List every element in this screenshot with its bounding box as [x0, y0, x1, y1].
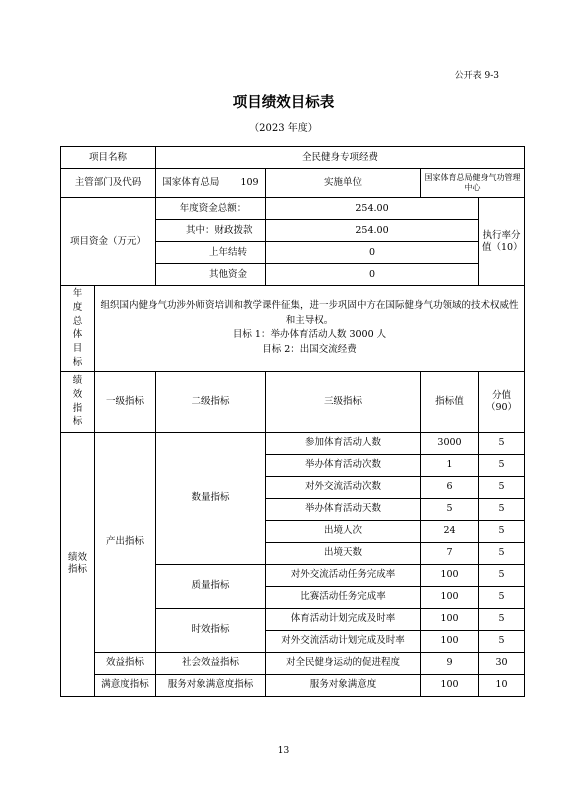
- impl-unit: 国家体育总局健身气功管理中心: [421, 169, 525, 198]
- indicator-name: 参加体育活动人数: [266, 432, 421, 454]
- annual-goal-line: 目标 1：举办体育活动人数 3000 人: [232, 329, 387, 341]
- exec-rate-label: 执行率分值（10）: [479, 198, 525, 286]
- annual-goal-line: 组织国内健身气功涉外师资培训和教学课件征集，进一步巩固中方在国际健身气功领域的技术权威性和主导权。: [100, 299, 519, 326]
- funds-item-value: 0: [266, 264, 479, 286]
- funds-item-label: 其他资金: [156, 264, 266, 286]
- indicator-score: 5: [479, 498, 525, 520]
- dept-code: 109: [240, 177, 259, 189]
- indicator-target: 3000: [421, 432, 479, 454]
- indicator-row: [61, 432, 525, 454]
- indicator-name: 对全民健身运动的促进程度: [266, 652, 421, 674]
- indicator-header-row: [61, 371, 525, 432]
- indicator-score: 10: [479, 674, 525, 696]
- indicator-target: 7: [421, 542, 479, 564]
- benefit-indicator: 效益指标: [95, 652, 156, 674]
- indicator-score: 30: [479, 652, 525, 674]
- social-benefit-indicator: 社会效益指标: [156, 652, 266, 674]
- annual-goal-row: [61, 286, 525, 372]
- indicator-score: 5: [479, 586, 525, 608]
- indicator-score: 5: [479, 432, 525, 454]
- funds-row: [61, 198, 525, 220]
- indicator-name: 对外交流活动任务完成率: [266, 564, 421, 586]
- output-indicator: 产出指标: [95, 432, 156, 652]
- dept-name: 国家体育总局: [162, 177, 220, 189]
- funds-item-label: 其中：财政拨款: [156, 220, 266, 242]
- annual-goal-text: [95, 286, 525, 372]
- indicator-name: 出境天数: [266, 542, 421, 564]
- indicator-name: 出境人次: [266, 520, 421, 542]
- indicator-label: 绩效指标: [72, 375, 83, 428]
- funds-item-value: 254.00: [266, 198, 479, 220]
- indicator-target: 100: [421, 630, 479, 652]
- page-number: 13: [277, 746, 290, 756]
- indicator-name: 服务对象满意度: [266, 674, 421, 696]
- perf-label: 绩效指标: [61, 432, 95, 696]
- project-name-label: 项目名称: [61, 147, 156, 169]
- indicator-target: 5: [421, 498, 479, 520]
- annual-goal-label-cell: [61, 286, 95, 372]
- indicator-score: 5: [479, 608, 525, 630]
- funds-item-value: 254.00: [266, 220, 479, 242]
- funds-label: 项目资金（万元）: [61, 198, 156, 286]
- project-name: 全民健身专项经费: [156, 147, 525, 169]
- dept-cell: [156, 169, 266, 198]
- indicator-score: 5: [479, 476, 525, 498]
- funds-item-label: 上年结转: [156, 242, 266, 264]
- indicator-target: 9: [421, 652, 479, 674]
- header-level2: 二级指标: [156, 371, 266, 432]
- impl-label: 实施单位: [266, 169, 421, 198]
- indicator-label-cell: [61, 371, 95, 432]
- header-score: 分值（90）: [479, 371, 525, 432]
- indicator-row: [61, 652, 525, 674]
- indicator-target: 100: [421, 586, 479, 608]
- indicator-score: 5: [479, 454, 525, 476]
- indicator-target: 24: [421, 520, 479, 542]
- header-target: 指标值: [421, 371, 479, 432]
- indicator-target: 100: [421, 674, 479, 696]
- indicator-target: 1: [421, 454, 479, 476]
- quantity-indicator: 数量指标: [156, 432, 266, 564]
- indicator-name: 举办体育活动次数: [266, 454, 421, 476]
- indicator-name: 举办体育活动天数: [266, 498, 421, 520]
- indicator-target: 100: [421, 564, 479, 586]
- indicator-target: 100: [421, 608, 479, 630]
- funds-item-label: 年度资金总额：: [156, 198, 266, 220]
- dept-label: 主管部门及代码: [61, 169, 156, 198]
- timeliness-indicator: 时效指标: [156, 608, 266, 652]
- header-level1: 一级指标: [95, 371, 156, 432]
- indicator-name: 对外交流活动次数: [266, 476, 421, 498]
- service-satisfaction-indicator: 服务对象满意度指标: [156, 674, 266, 696]
- annual-goal-label: 年度总体目标: [72, 288, 83, 368]
- indicator-score: 5: [479, 564, 525, 586]
- quality-indicator: 质量指标: [156, 564, 266, 608]
- form-code: 公开表 9-3: [454, 71, 499, 81]
- indicator-score: 5: [479, 542, 525, 564]
- department-row: [61, 169, 525, 198]
- fiscal-year: （2023 年度）: [249, 123, 318, 134]
- project-name-row: [61, 147, 525, 169]
- indicator-row: [61, 674, 525, 696]
- indicator-name: 体育活动计划完成及时率: [266, 608, 421, 630]
- header-level3: 三级指标: [266, 371, 421, 432]
- funds-item-value: 0: [266, 242, 479, 264]
- indicator-score: 5: [479, 630, 525, 652]
- performance-target-table: [60, 146, 525, 697]
- indicator-name: 对外交流活动计划完成及时率: [266, 630, 421, 652]
- annual-goal-line: 目标 2：出国交流经费: [262, 344, 357, 356]
- satisfaction-indicator: 满意度指标: [95, 674, 156, 696]
- page-title: 项目绩效目标表: [232, 95, 335, 111]
- indicator-score: 5: [479, 520, 525, 542]
- indicator-target: 6: [421, 476, 479, 498]
- indicator-name: 比赛活动任务完成率: [266, 586, 421, 608]
